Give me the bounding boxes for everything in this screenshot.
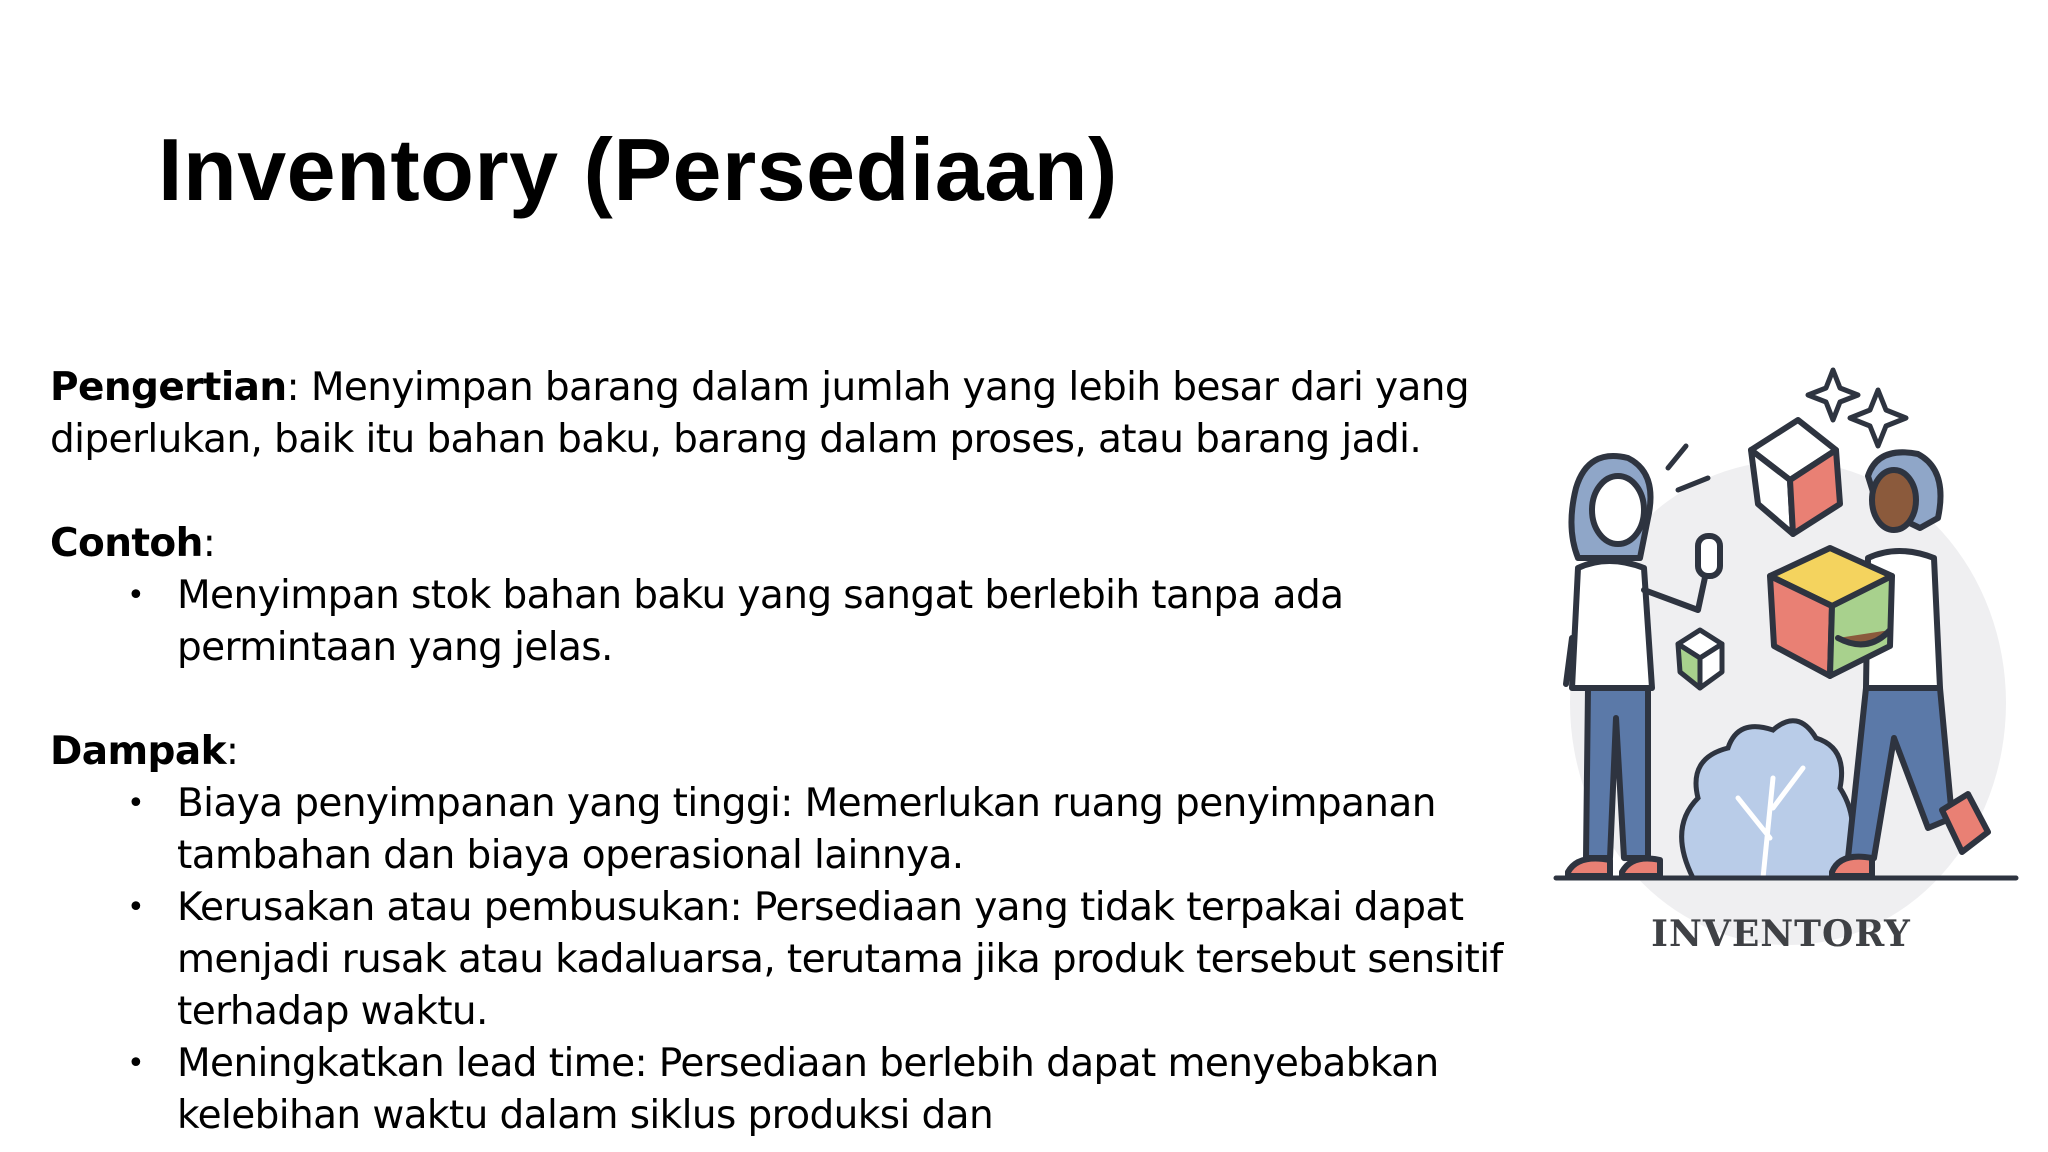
slide-title: Inventory (Persediaan)	[158, 120, 1118, 219]
definition-label: Pengertian	[50, 365, 287, 410]
example-heading: Contoh:	[50, 521, 216, 566]
impact-item: • Kerusakan atau pembusukan: Persediaan yang tidak terpakai dapat menjadi rusak atau kadaluarsa, terutama jika produk tersebut sensitif terhadap waktu.	[50, 882, 1540, 1038]
inventory-illustration-icon	[1548, 358, 2026, 978]
example-item: • Menyimpan stok bahan baku yang sangat berlebih tanpa ada permintaan yang jelas.	[50, 570, 1540, 674]
impact-label: Dampak	[50, 729, 226, 774]
impact-item: • Biaya penyimpanan yang tinggi: Memerlukan ruang penyimpanan tambahan dan biaya operasional lainnya.	[50, 778, 1540, 882]
slide-body	[50, 362, 1540, 1142]
illustration-caption: INVENTORY	[1651, 913, 1911, 955]
example-list	[50, 570, 1540, 674]
impact-item: • Meningkatkan lead time: Persediaan berlebih dapat menyebabkan kelebihan waktu dalam siklus produksi dan	[50, 1038, 1540, 1142]
definition-text: : Menyimpan barang dalam jumlah yang lebih besar dari yang diperlukan, baik itu bahan baku, barang dalam proses, atau barang jadi.	[50, 365, 1470, 462]
impact-list	[50, 778, 1540, 1142]
example-label: Contoh	[50, 521, 203, 566]
definition-paragraph	[50, 362, 1540, 466]
impact-heading: Dampak:	[50, 729, 239, 774]
